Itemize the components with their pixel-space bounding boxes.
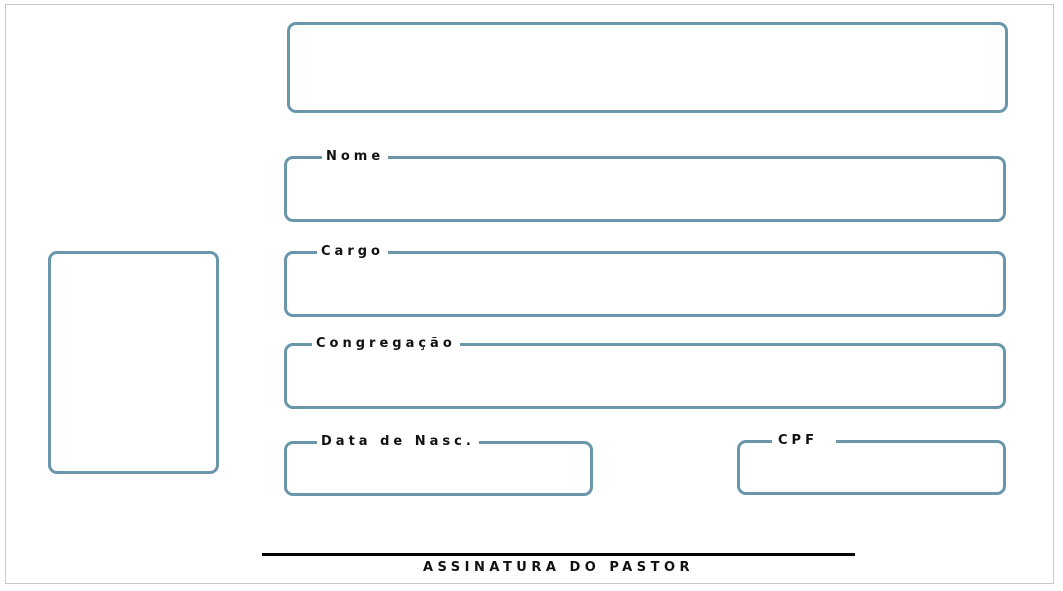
signature-line	[262, 553, 855, 556]
cpf-label: CPF	[772, 432, 836, 450]
photo-box	[48, 251, 219, 474]
cpf-field[interactable]	[737, 433, 1006, 495]
nome-field[interactable]	[284, 149, 1006, 222]
congregacao-label: Congregação	[312, 335, 460, 353]
nome-label: Nome	[322, 148, 388, 166]
data-nasc-field[interactable]	[284, 434, 593, 496]
data-nasc-label: Data de Nasc.	[317, 433, 479, 451]
header-box	[287, 22, 1008, 113]
signature-label: ASSINATURA DO PASTOR	[422, 560, 695, 575]
cargo-field[interactable]	[284, 244, 1006, 317]
cargo-label: Cargo	[317, 243, 388, 261]
congregacao-field[interactable]	[284, 336, 1006, 409]
